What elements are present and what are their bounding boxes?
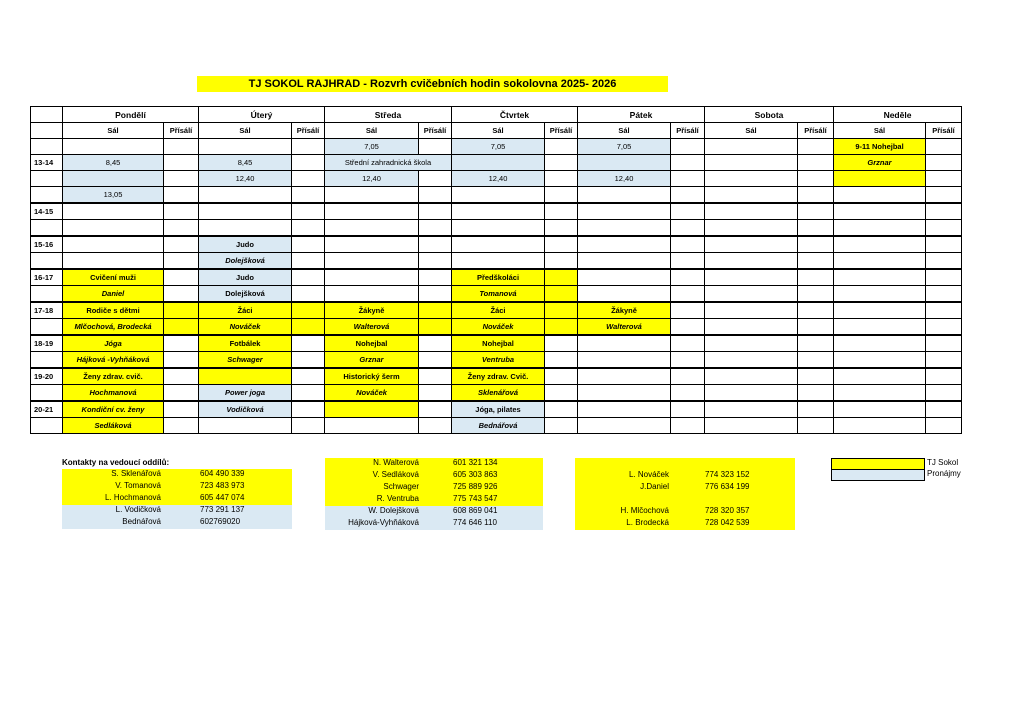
schedule-cell: 8,45 bbox=[63, 155, 164, 171]
schedule-cell: Judo bbox=[199, 236, 292, 253]
day-header: Čtvrtek bbox=[452, 107, 578, 123]
schedule-cell: Střední zahradnická škola bbox=[325, 155, 452, 171]
contact-phone: 602769020 bbox=[200, 517, 241, 526]
table-row bbox=[31, 187, 962, 204]
table-row bbox=[31, 203, 962, 220]
schedule-cell: Žáci bbox=[199, 302, 292, 319]
prisali-header: Přísálí bbox=[798, 123, 834, 139]
table-row bbox=[31, 155, 962, 171]
schedule-cell: Dolejšková bbox=[199, 253, 292, 270]
contact-row bbox=[575, 470, 795, 482]
schedule-cell: Nováček bbox=[199, 319, 292, 336]
contact-row bbox=[575, 506, 795, 518]
table-row bbox=[31, 335, 962, 352]
contact-row bbox=[325, 506, 543, 518]
contact-row bbox=[62, 505, 292, 517]
prisali-header: Přísálí bbox=[164, 123, 199, 139]
schedule-cell: Judo bbox=[199, 269, 292, 286]
prisali-header: Přísálí bbox=[926, 123, 962, 139]
schedule-cell: 9-11 Nohejbal bbox=[834, 139, 926, 155]
schedule-cell: Předškoláci bbox=[452, 269, 545, 286]
legend-swatch-pronajmy bbox=[831, 469, 925, 481]
contacts-group bbox=[575, 458, 795, 530]
schedule-cell: Cvičení muži bbox=[63, 269, 164, 286]
schedule-cell: 7,05 bbox=[452, 139, 545, 155]
schedule-cell: Fotbálek bbox=[199, 335, 292, 352]
schedule-cell: Schwager bbox=[199, 352, 292, 369]
time-label: 14-15 bbox=[31, 203, 63, 220]
schedule-cell: Ženy zdrav. cvič. bbox=[63, 368, 164, 385]
table-row bbox=[31, 368, 962, 385]
schedule-cell: Nováček bbox=[325, 385, 419, 402]
contact-row bbox=[325, 458, 543, 470]
contact-name: J.Daniel bbox=[640, 482, 669, 491]
contact-name: L. Vodičková bbox=[115, 505, 161, 514]
schedule-cell: Walterová bbox=[578, 319, 671, 336]
day-header: Sobota bbox=[705, 107, 834, 123]
schedule-cell: Walterová bbox=[325, 319, 419, 336]
time-label: 19-20 bbox=[31, 368, 63, 385]
contact-phone: 774 323 152 bbox=[705, 470, 750, 479]
time-label: 16-17 bbox=[31, 269, 63, 286]
contact-row bbox=[325, 494, 543, 506]
contact-row bbox=[62, 517, 292, 529]
contact-phone: 605 447 074 bbox=[200, 493, 245, 502]
table-row bbox=[31, 286, 962, 303]
schedule-cell: Nohejbal bbox=[452, 335, 545, 352]
sal-header: Sál bbox=[705, 123, 798, 139]
schedule-cell: Bednářová bbox=[452, 418, 545, 434]
prisali-header: Přísálí bbox=[671, 123, 705, 139]
contact-phone: 773 291 137 bbox=[200, 505, 245, 514]
contact-row bbox=[62, 481, 292, 493]
table-row bbox=[31, 401, 962, 418]
table-row bbox=[31, 352, 962, 369]
contacts-group bbox=[62, 469, 292, 529]
prisali-header: Přísálí bbox=[545, 123, 578, 139]
contact-name: Bednářová bbox=[122, 517, 161, 526]
table-row bbox=[31, 385, 962, 402]
legend-label: Pronájmy bbox=[927, 469, 961, 478]
schedule-cell: Nováček bbox=[452, 319, 545, 336]
schedule-cell: Mlčochová, Brodecká bbox=[63, 319, 164, 336]
subheader-row bbox=[31, 123, 962, 139]
table-row bbox=[31, 220, 962, 237]
schedule-cell: Grznar bbox=[325, 352, 419, 369]
time-label: 18-19 bbox=[31, 335, 63, 352]
sal-header: Sál bbox=[325, 123, 419, 139]
schedule-cell: 7,05 bbox=[325, 139, 419, 155]
contact-phone: 725 889 926 bbox=[453, 482, 498, 491]
sal-header: Sál bbox=[199, 123, 292, 139]
table-row bbox=[31, 302, 962, 319]
schedule-cell: Ženy zdrav. Cvič. bbox=[452, 368, 545, 385]
contact-name: S. Sklenářová bbox=[111, 469, 161, 478]
contact-row bbox=[575, 518, 795, 530]
table-row bbox=[31, 253, 962, 270]
day-header: Úterý bbox=[199, 107, 325, 123]
contacts-heading: Kontakty na vedoucí oddílů: bbox=[62, 458, 170, 467]
contact-name: H. Mlčochová bbox=[620, 506, 669, 515]
contact-row bbox=[575, 494, 795, 506]
schedule-cell: 8,45 bbox=[199, 155, 292, 171]
sal-header: Sál bbox=[578, 123, 671, 139]
contact-phone: 774 646 110 bbox=[453, 518, 497, 527]
day-header: Neděle bbox=[834, 107, 962, 123]
schedule-cell: Sklenářová bbox=[452, 385, 545, 402]
contact-row bbox=[325, 518, 543, 530]
contact-phone: 601 321 134 bbox=[453, 458, 498, 467]
legend-label: TJ Sokol bbox=[927, 458, 959, 467]
time-label: 17-18 bbox=[31, 302, 63, 319]
contact-phone: 728 042 539 bbox=[705, 518, 750, 527]
contact-row bbox=[325, 482, 543, 494]
schedule-cell: 12,40 bbox=[325, 171, 419, 187]
schedule-cell: 12,40 bbox=[578, 171, 671, 187]
schedule-cell: 12,40 bbox=[199, 171, 292, 187]
contact-phone: 775 743 547 bbox=[453, 494, 498, 503]
schedule-cell: Žákyně bbox=[578, 302, 671, 319]
schedule-cell: Kondiční cv. ženy bbox=[63, 401, 164, 418]
sal-header: Sál bbox=[63, 123, 164, 139]
schedule-cell: Power joga bbox=[199, 385, 292, 402]
contact-name: W. Dolejšková bbox=[368, 506, 419, 515]
schedule-table bbox=[30, 106, 962, 434]
time-label: 15-16 bbox=[31, 236, 63, 253]
sal-header: Sál bbox=[452, 123, 545, 139]
contact-name: Schwager bbox=[383, 482, 419, 491]
schedule-cell: Žáci bbox=[452, 302, 545, 319]
schedule-cell: Dolejšková bbox=[199, 286, 292, 303]
schedule-cell: Rodiče s dětmi bbox=[63, 302, 164, 319]
schedule-cell: Vodičková bbox=[199, 401, 292, 418]
table-row bbox=[31, 139, 962, 155]
days-header-row bbox=[31, 107, 962, 123]
schedule-cell: Nohejbal bbox=[325, 335, 419, 352]
contact-name: V. Sedláková bbox=[372, 470, 419, 479]
table-row bbox=[31, 236, 962, 253]
time-label: 20-21 bbox=[31, 401, 63, 418]
table-row bbox=[31, 319, 962, 336]
schedule-cell: Grznar bbox=[834, 155, 926, 171]
time-label: 13-14 bbox=[31, 155, 63, 171]
contact-name: R. Ventruba bbox=[376, 494, 419, 503]
contact-phone: 728 320 357 bbox=[705, 506, 750, 515]
table-row bbox=[31, 171, 962, 187]
schedule-cell: Sedláková bbox=[63, 418, 164, 434]
prisali-header: Přísálí bbox=[419, 123, 452, 139]
sal-header: Sál bbox=[834, 123, 926, 139]
schedule-cell: 12,40 bbox=[452, 171, 545, 187]
schedule-cell: Daniel bbox=[63, 286, 164, 303]
contact-name: L. Hochmanová bbox=[104, 493, 161, 502]
schedule-cell: Hájková -Vyhňáková bbox=[63, 352, 164, 369]
table-row bbox=[31, 418, 962, 434]
schedule-cell: Ventruba bbox=[452, 352, 545, 369]
contact-phone: 605 303 863 bbox=[453, 470, 498, 479]
schedule-cell: Historický šerm bbox=[325, 368, 419, 385]
contact-name: L. Brodecká bbox=[626, 518, 669, 527]
contact-row bbox=[575, 458, 795, 470]
schedule-cell: Tomanová bbox=[452, 286, 545, 303]
contact-phone: 608 869 041 bbox=[453, 506, 498, 515]
day-header: Středa bbox=[325, 107, 452, 123]
schedule-cell: Žákyně bbox=[325, 302, 419, 319]
schedule-cell: Jóga bbox=[63, 335, 164, 352]
schedule-cell: Jóga, pilates bbox=[452, 401, 545, 418]
contact-phone: 604 490 339 bbox=[200, 469, 245, 478]
contact-name: L. Nováček bbox=[628, 470, 669, 479]
contact-row bbox=[62, 469, 292, 481]
schedule-cell: 7,05 bbox=[578, 139, 671, 155]
schedule-cell: 13,05 bbox=[63, 187, 164, 204]
table-row bbox=[31, 269, 962, 286]
contact-row bbox=[62, 493, 292, 505]
prisali-header: Přísálí bbox=[292, 123, 325, 139]
schedule-cell: Hochmanová bbox=[63, 385, 164, 402]
page-title: TJ SOKOL RAJHRAD - Rozvrh cvičebních hodin sokolovna 2025- 2026 bbox=[197, 76, 668, 92]
contact-name: N. Walterová bbox=[373, 458, 419, 467]
day-header: Pátek bbox=[578, 107, 705, 123]
contact-name: V. Tomanová bbox=[115, 481, 161, 490]
day-header: Pondělí bbox=[63, 107, 199, 123]
contact-name: Hájková-Vyhňáková bbox=[348, 518, 419, 527]
contact-phone: 723 483 973 bbox=[200, 481, 245, 490]
contact-row bbox=[325, 470, 543, 482]
contacts-group bbox=[325, 458, 543, 530]
contact-phone: 776 634 199 bbox=[705, 482, 750, 491]
contact-row bbox=[575, 482, 795, 494]
